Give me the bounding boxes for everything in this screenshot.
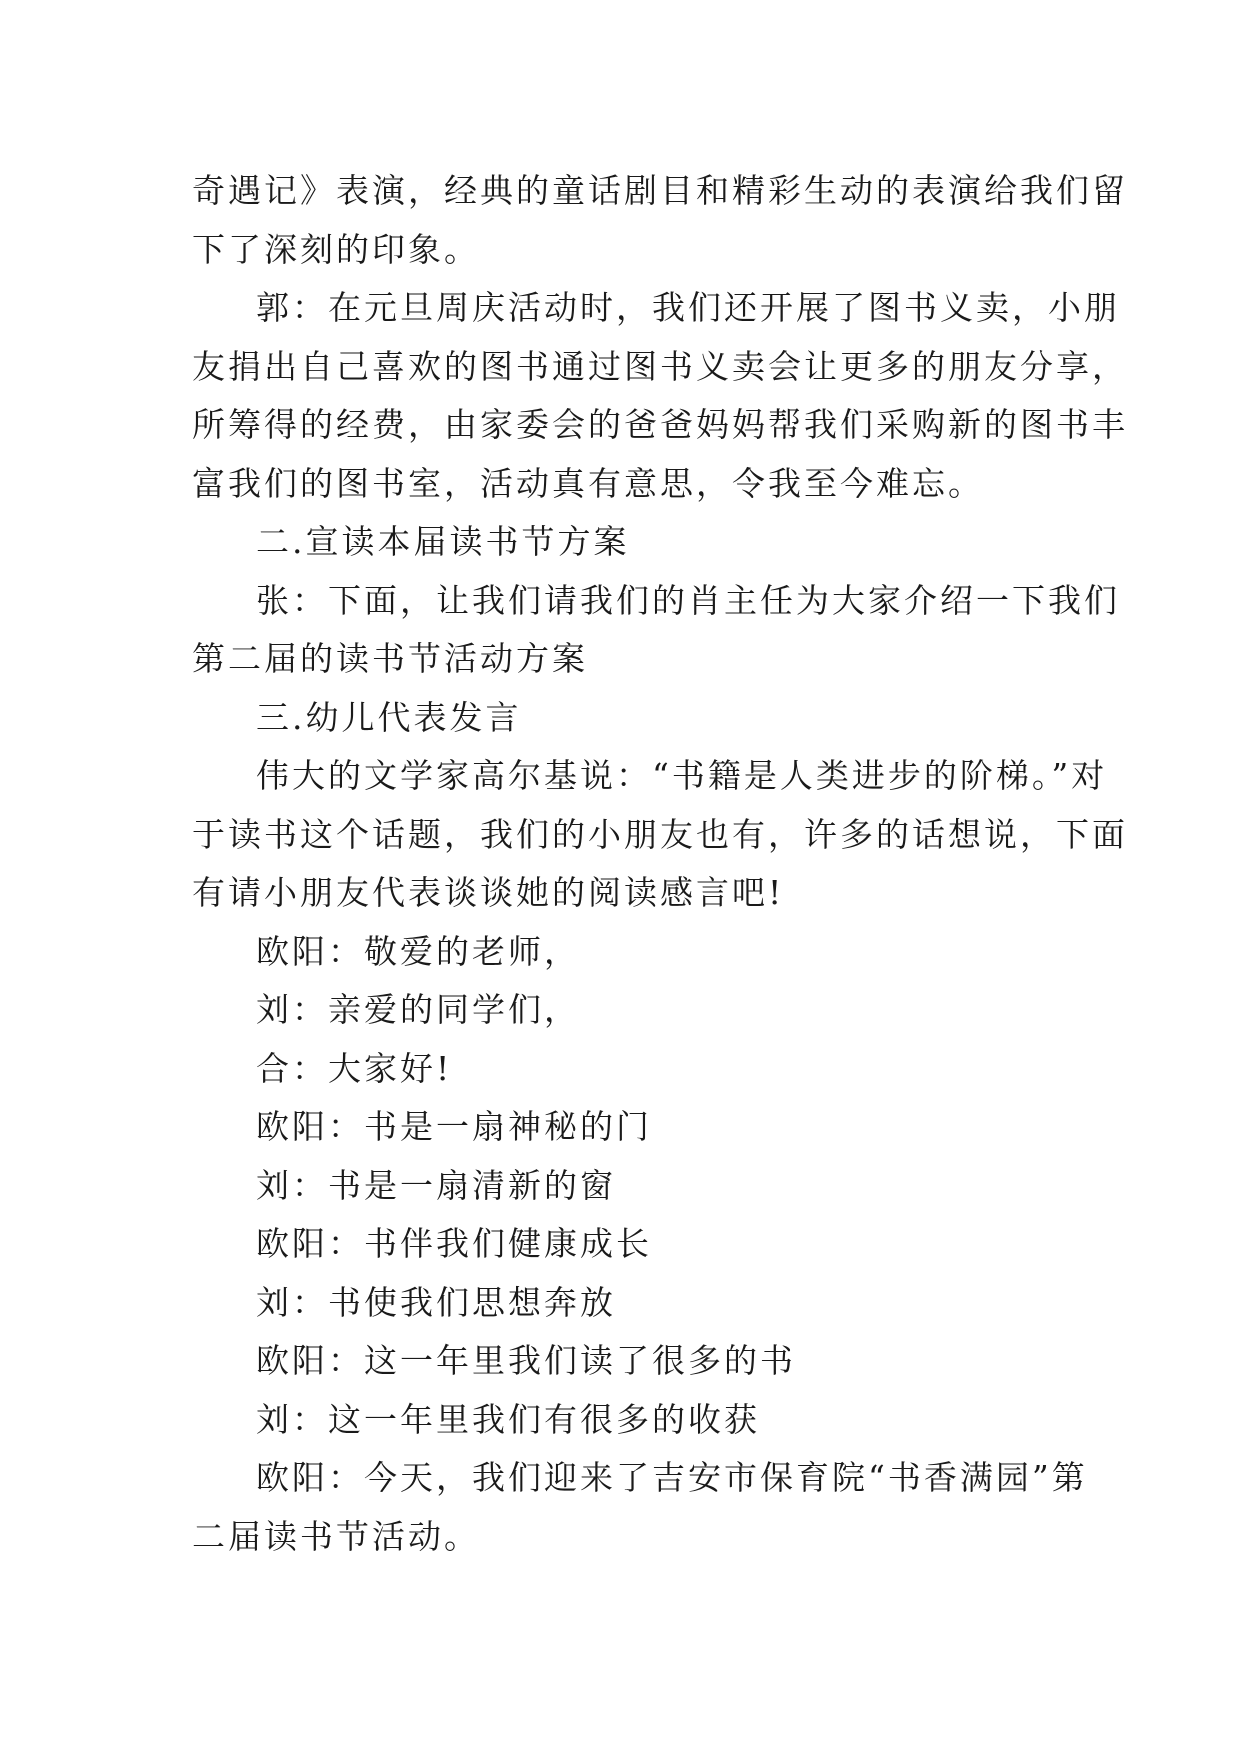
dialogue-line: 欧阳：敬爱的老师， bbox=[256, 931, 580, 971]
text-line: 奇遇记》表演，经典的童话剧目和精彩生动的表演给我们留 bbox=[192, 171, 1128, 210]
text-line: 有请小朋友代表谈谈她的阅读感言吧! bbox=[192, 873, 785, 912]
text-line: 所筹得的经费，由家委会的爸爸妈妈帮我们采购新的图书丰 bbox=[192, 405, 1128, 444]
text-line: 二届读书节活动。 bbox=[192, 1516, 480, 1556]
section-heading: 二.宣读本届读书节方案 bbox=[256, 522, 630, 561]
paragraph-start-line: 郭：在元旦周庆活动时，我们还开展了图书义卖，小朋 bbox=[256, 288, 1120, 327]
dialogue-line: 刘：这一年里我们有很多的收获 bbox=[256, 1399, 760, 1439]
text-line: 下了深刻的印象。 bbox=[192, 229, 480, 269]
dialogue-line: 欧阳：书伴我们健康成长 bbox=[256, 1224, 652, 1263]
dialogue-line: 刘：书是一扇清新的窗 bbox=[256, 1165, 616, 1205]
paragraph-start-line: 张：下面，让我们请我们的肖主任为大家介绍一下我们 bbox=[256, 580, 1120, 620]
dialogue-line: 刘：书使我们思想奔放 bbox=[256, 1282, 616, 1322]
text-line: 友捐出自己喜欢的图书通过图书义卖会让更多的朋友分享， bbox=[192, 346, 1128, 386]
dialogue-line: 欧阳：这一年里我们读了很多的书 bbox=[256, 1341, 796, 1380]
text-line: 第二届的读书节活动方案 bbox=[192, 639, 588, 678]
text-line: 于读书这个话题，我们的小朋友也有，许多的话想说，下面 bbox=[192, 814, 1128, 854]
paragraph-start-line: 伟大的文学家高尔基说：“书籍是人类进步的阶梯。”对 bbox=[256, 756, 1108, 795]
text-line: 富我们的图书室，活动真有意思，令我至今难忘。 bbox=[192, 463, 984, 503]
section-heading: 三.幼儿代表发言 bbox=[256, 697, 522, 737]
dialogue-line: 刘：亲爱的同学们， bbox=[256, 990, 580, 1029]
dialogue-line: 合：大家好! bbox=[256, 1048, 453, 1088]
document-body bbox=[192, 162, 1128, 1566]
dialogue-line: 欧阳：今天，我们迎来了吉安市保育院“书香满园”第 bbox=[256, 1458, 1088, 1497]
dialogue-line: 欧阳：书是一扇神秘的门 bbox=[256, 1107, 652, 1146]
